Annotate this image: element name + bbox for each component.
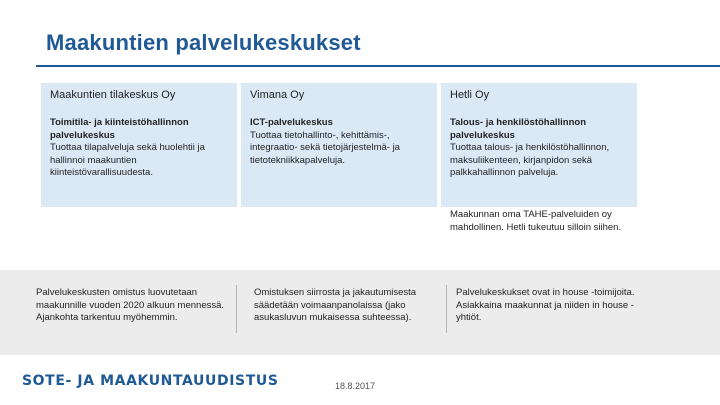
footer-logo: SOTE- JA MAAKUNTAUUDISTUS: [22, 373, 279, 389]
column-header-tilakeskus: [41, 83, 237, 110]
info-band: [0, 270, 720, 355]
column-body-tilakeskus: [41, 110, 237, 207]
column-header-hetli: [441, 83, 637, 110]
column-body-vimana: [241, 110, 437, 207]
column-bold-title: ICT-palvelukeskus: [250, 117, 333, 128]
band-text-transfer: Omistuksen siirrosta ja jakautumisesta säädetään voimaanpanolaissa (jako asukasluvun mukaisessa suhteessa).: [254, 287, 417, 324]
hetli-note: Maakunnan oma TAHE-palveluiden oy mahdollinen. Hetli tukeutuu silloin siihen.: [450, 209, 622, 233]
column-header-label: Maakuntien tilakeskus Oy: [50, 89, 176, 101]
slide-title: Maakuntien palvelukeskukset: [46, 30, 361, 55]
column-description: Tuottaa tilapalveluja sekä huolehtii ja hallinnoi maakuntien kiinteistövarallisuudesta.: [50, 142, 205, 179]
column-description: Tuottaa talous- ja henkilöstöhallinnon, maksuliikenteen, kirjanpidon sekä palkkahallinnon palveluja.: [450, 142, 610, 179]
column-bold-title: Talous- ja henkilöstöhallinnon palvelukeskus: [450, 117, 586, 141]
band-text-in-house: Palvelukeskukset ovat in house -toimijoita. Asiakkaina maakunnat ja niiden in house -yhtiöt.: [456, 287, 635, 324]
band-divider: [236, 285, 237, 333]
slide-date: 18.8.2017: [335, 381, 376, 391]
column-description: Tuottaa tietohallinto-, kehittämis-, integraatio- sekä tietojärjestelmä- ja tietotekniikkapalveluja.: [250, 129, 400, 166]
band-divider: [446, 285, 447, 333]
column-body-hetli: [441, 110, 637, 207]
column-header-label: Hetli Oy: [450, 89, 490, 101]
column-bold-title: Toimitila- ja kiinteistöhallinnon palvelukeskus: [50, 117, 189, 141]
column-header-label: Vimana Oy: [250, 89, 305, 101]
column-header-vimana: [241, 83, 437, 110]
title-divider: [36, 65, 720, 67]
band-text-ownership: Palvelukeskusten omistus luovutetaan maakunnille vuoden 2020 alkuun mennessä. Ajankohta tarkentuu myöhemmin.: [36, 287, 225, 324]
